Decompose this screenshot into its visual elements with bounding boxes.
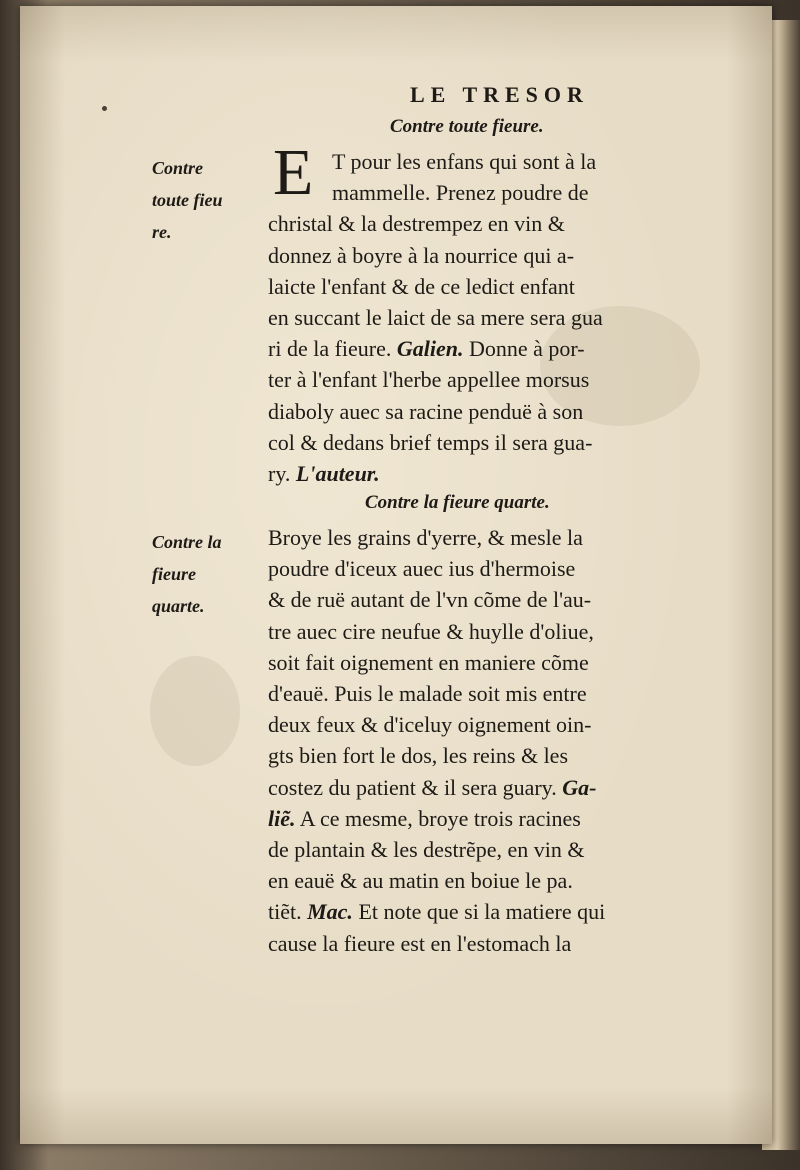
text-line [268, 427, 748, 458]
text-line [268, 364, 748, 395]
running-head: LE TRESOR [410, 82, 589, 107]
line-text: tiẽt. [268, 899, 302, 925]
line-text: d'eauë. Puis le malade soit mis entre [268, 681, 587, 706]
line-text: ry. [268, 461, 291, 486]
text-line [332, 146, 748, 177]
text-line [268, 740, 748, 771]
line-text: mammelle. Prenez poudre de [332, 180, 589, 206]
ink-dot [102, 106, 107, 111]
line-text: ter à l'enfant l'herbe appellee morsus [268, 367, 590, 393]
line-text: Donne à por- [463, 336, 585, 362]
book-page [20, 6, 772, 1144]
text-line [268, 208, 748, 239]
section-title: Contre la fieure quarte. [365, 492, 550, 513]
citation: L'auteur. [295, 461, 380, 486]
text-line [268, 865, 748, 896]
text-line [268, 803, 748, 834]
text-line [332, 177, 748, 208]
margin-note [152, 152, 272, 248]
text-line [268, 553, 748, 584]
text-line [268, 271, 748, 302]
text-line [268, 678, 748, 709]
text-line [268, 302, 748, 333]
margin-note-line: Contre la [152, 532, 222, 552]
line-text: de plantain & les destrẽpe, en vin & [268, 837, 585, 862]
drop-cap: E [273, 136, 314, 209]
text-line [268, 240, 748, 271]
paper-stain [150, 656, 240, 766]
section-title: Contre toute fieure. [390, 116, 544, 137]
text-line [268, 522, 748, 553]
line-text: T pour les enfans qui sont à la [332, 149, 597, 174]
line-text: tre auec cire neufue & huylle d'oliue, [268, 618, 594, 644]
line-text: gts bien fort le dos, les reins & les [268, 743, 569, 769]
line-text: Broye les grains d'yerre, & mesle la [268, 525, 583, 550]
text-line [268, 333, 748, 364]
text-line [268, 709, 748, 740]
text-line [268, 647, 748, 678]
margin-note-line: re. [152, 222, 172, 242]
citation: Ga- [562, 774, 597, 800]
margin-note-line: toute fieu [152, 190, 223, 210]
line-text: en suссant le laict de sa mere sera gua [268, 305, 603, 330]
line-text: en eauë & au matin en boiue le pa. [268, 868, 573, 894]
line-text: donnez à boyre à la nourrice qui a- [268, 242, 575, 268]
text-line [268, 458, 748, 489]
citation: liẽ. [268, 805, 296, 831]
line-text: diaboly auec sa racine penduë à son [268, 398, 584, 424]
line-text: Et note que si la matiere qui [352, 899, 606, 925]
line-text: poudre d'iceux auec ius d'hermoise [268, 556, 576, 582]
margin-note-line: quarte. [152, 596, 205, 616]
citation: Mac. [307, 899, 353, 925]
text-line [268, 834, 748, 865]
margin-note-line: fieure [152, 564, 196, 584]
text-line [268, 616, 748, 647]
text-line [268, 396, 748, 427]
citation: Galien. [396, 336, 464, 362]
line-text: christal & la destrempez en vin & [268, 211, 565, 237]
line-text: A ce mesme, broye trois racines [295, 805, 581, 831]
margin-note [152, 526, 272, 622]
line-text: soit fait oignement en maniere cõme [268, 649, 589, 675]
text-line [268, 584, 748, 615]
text-line [268, 772, 748, 803]
line-text: & de ruë autant de l'vn cõme de l'au- [268, 587, 592, 613]
text-line [268, 928, 748, 959]
line-text: col & dedans brief temps il sera gua- [268, 429, 593, 455]
line-text: costez du patient & il sera guary. [268, 774, 557, 800]
line-text: deux feux & d'iceluy oignement oin- [268, 712, 592, 738]
text-line [268, 896, 748, 927]
line-text: cause la fieure est en l'estomach la [268, 930, 572, 956]
margin-note-line: Contre [152, 158, 204, 178]
line-text: laicte l'enfant & de ce ledict enfant [268, 273, 575, 299]
line-text: ri de la fieure. [268, 336, 392, 362]
